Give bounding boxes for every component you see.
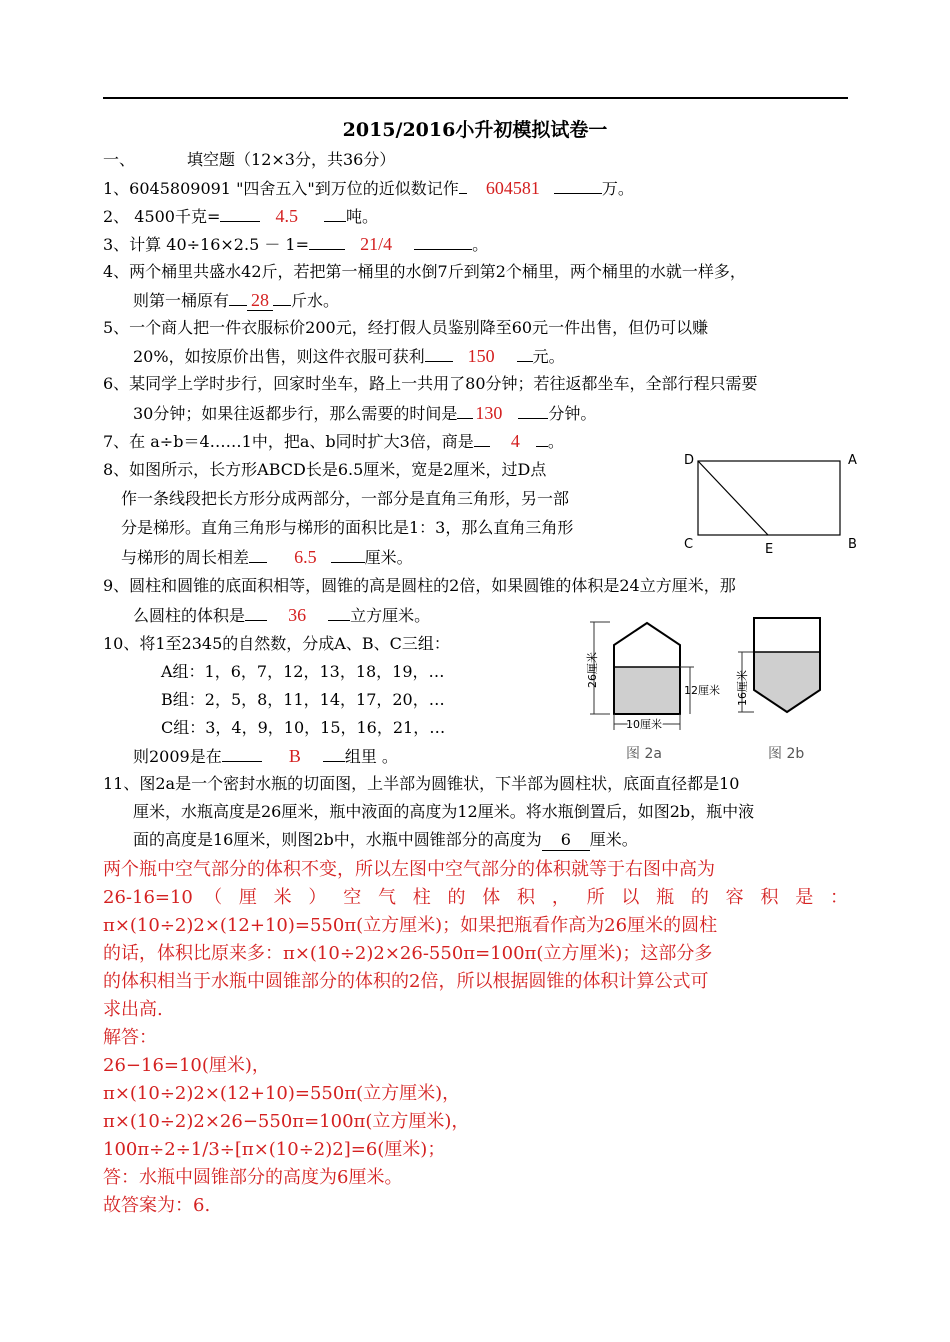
figure-2b <box>735 618 820 762</box>
q4-unit: 斤水。 <box>291 291 340 310</box>
group-c: C组：3，4，9，10，15，16，21，… <box>161 718 446 737</box>
question-5-line1: 5、一个商人把一件衣服标价200元，经打假人员鉴别降至60元一件出售，但仍可以赚 <box>103 318 709 337</box>
explanation-line-5: 的体积相当于水瓶中圆锥部分的体积的2倍，所以根据圆锥的体积计算公式可 <box>103 971 709 992</box>
question-4-line1: 4、两个桶里共盛水42斤，若把第一桶里的水倒7斤到第2个桶里，两个桶里的水就一样多， <box>103 262 746 281</box>
final-answer: 故答案为：6. <box>103 1195 211 1216</box>
question-11-line1: 11、图2a是一个密封水瓶的切面图，上半部为圆锥状，下半部为圆柱状，底面直径都是10 <box>103 774 740 793</box>
question-9-line1: 9、圆柱和圆锥的底面积相等，圆锥的高是圆柱的2倍，如果圆锥的体积是24立方厘米，那 <box>103 576 736 595</box>
solution-step-1: 26−16=10(厘米)， <box>103 1055 270 1076</box>
label-b: B <box>848 537 857 552</box>
group-b: B组：2，5，8，11，14，17，20，… <box>161 690 445 709</box>
question-6-line1: 6、某同学上学时步行，回家时坐车，路上一共用了80分钟；若往返都坐车，全部行程只需要 <box>103 374 758 393</box>
label-a: A <box>848 453 857 468</box>
section-label: 填空题（12×3分，共36分） <box>187 150 396 169</box>
q4-answer: 28 <box>247 290 273 311</box>
bottle-figures <box>580 610 870 770</box>
question-10-line1: 10、将1至2345的自然数，分成A、B、C三组： <box>103 634 450 653</box>
q11-answer: 6 <box>542 830 590 851</box>
question-7 <box>103 431 564 452</box>
explanation-line-1: 两个瓶中空气部分的体积不变，所以左图中空气部分的体积就等于右图中高为 <box>103 859 715 880</box>
q11-unit: 厘米。 <box>589 830 638 849</box>
q3-answer: 21/4 <box>360 234 393 254</box>
q3-text: 3、计算 40÷16×2.5 － 1= <box>103 235 310 254</box>
explanation-line-4: 的话，体积比原来多：π×(10÷2)2×26-550π=100π(立方厘米)；这部分多 <box>103 943 713 964</box>
q4-text: 则第一桶原有 <box>133 291 230 310</box>
question-4-line2 <box>133 290 339 311</box>
q6-text: 30分钟；如果往返都步行，那么需要的时间是 <box>133 404 458 423</box>
q2-text: 2、 4500千克= <box>103 207 221 226</box>
solution-step-2: π×(10÷2)2×(12+10)=550π(立方厘米)， <box>103 1083 461 1104</box>
question-2 <box>103 206 378 227</box>
label-d: D <box>684 453 695 468</box>
q10-text: 则2009是在 <box>133 747 222 766</box>
segment-de <box>698 461 768 535</box>
question-6-line2 <box>133 403 596 424</box>
q7-text: 7、在 a÷b＝4……1中，把a、b同时扩大3倍，商是 <box>103 432 474 451</box>
q5-answer: 150 <box>467 346 495 366</box>
explanation-line-2: 26-16=10 （ 厘 米 ） 空 气 柱 的 体 积 ， 所 以 瓶 的 容 积 是 ： <box>103 887 848 908</box>
caption-2a: 图 2a <box>626 746 662 762</box>
question-10-answer-line <box>133 746 398 767</box>
question-8-line4 <box>121 547 413 568</box>
label-c: C <box>684 537 694 552</box>
q8-text: 与梯形的周长相差 <box>121 548 250 567</box>
fig2b-height-16: 16厘米 <box>736 670 749 706</box>
q1-unit: 万。 <box>601 179 634 198</box>
q8-answer: 6.5 <box>294 547 317 567</box>
question-1 <box>103 178 634 199</box>
liquid-2b <box>754 652 820 712</box>
liquid-2a <box>614 667 680 714</box>
question-5-line2 <box>133 346 565 367</box>
q7-answer: 4 <box>510 431 520 451</box>
q7-end: 。 <box>547 432 564 451</box>
q1-answer: 604581 <box>485 178 540 198</box>
q9-unit: 立方厘米。 <box>350 606 431 625</box>
caption-2b: 图 2b <box>768 746 805 762</box>
solution-heading: 解答： <box>103 1027 157 1048</box>
q10-end: 组里 。 <box>344 747 398 766</box>
q9-answer: 36 <box>288 605 307 625</box>
rectangle-abcd <box>698 461 840 535</box>
q1-text: 1、6045809091 "四舍五入"到万位的近似数记作 <box>103 179 459 198</box>
figure-2a <box>585 622 720 762</box>
solution-step-4: 100π÷2÷1/3÷[π×(10÷2)2]=6(厘米)； <box>103 1139 446 1160</box>
q5-unit: 元。 <box>532 347 565 366</box>
q9-text: 么圆柱的体积是 <box>133 606 246 625</box>
question-11-line2: 厘米，水瓶高度是26厘米，瓶中液面的高度为12厘米。将水瓶倒置后，如图2b，瓶中液 <box>133 802 755 821</box>
top-rule <box>103 97 848 99</box>
solution-step-3: π×(10÷2)2×26−550π=100π(立方厘米)， <box>103 1111 470 1132</box>
question-9-line2 <box>133 605 430 626</box>
q2-unit: 吨。 <box>346 207 379 226</box>
label-e: E <box>765 542 774 557</box>
q11-text: 面的高度是16厘米，则图2b中，水瓶中圆锥部分的高度为 <box>133 830 542 849</box>
rectangle-abcd-figure <box>676 450 866 560</box>
question-8-line3: 分是梯形。直角三角形与梯形的面积比是1：3，那么直角三角形 <box>121 518 574 537</box>
group-a: A组：1，6，7，12，13，18，19，… <box>161 662 445 681</box>
q6-unit: 分钟。 <box>548 404 597 423</box>
section-number: 一、 <box>103 150 136 169</box>
explanation-line-3: π×(10÷2)2×(12+10)=550π(立方厘米)；如果把瓶看作高为26厘米的圆柱 <box>103 915 718 936</box>
fig2a-height-26: 26厘米 <box>586 652 599 688</box>
solution-answer: 答：水瓶中圆锥部分的高度为6厘米。 <box>103 1167 403 1188</box>
q6-answer: 130 <box>475 403 503 423</box>
q3-end: 。 <box>472 235 489 254</box>
q5-text: 20%，如按原价出售，则这件衣服可获利 <box>133 347 425 366</box>
explanation-line-6: 求出高. <box>103 999 163 1020</box>
question-8-line1: 8、如图所示，长方形ABCD长是6.5厘米，宽是2厘米，过D点 <box>103 460 547 479</box>
section-heading <box>103 150 395 170</box>
fig2a-width-10: 10厘米 <box>626 718 662 731</box>
q10-answer: B <box>288 746 301 766</box>
page-title: 2015/2016小升初模拟试卷一 <box>342 119 608 141</box>
q2-answer: 4.5 <box>275 206 298 226</box>
question-3 <box>103 234 488 255</box>
fig2a-height-12: 12厘米 <box>684 684 720 697</box>
q8-unit: 厘米。 <box>364 548 413 567</box>
question-8-line2: 作一条线段把长方形分成两部分，一部分是直角三角形，另一部 <box>121 489 570 508</box>
question-11-line3 <box>133 830 638 851</box>
